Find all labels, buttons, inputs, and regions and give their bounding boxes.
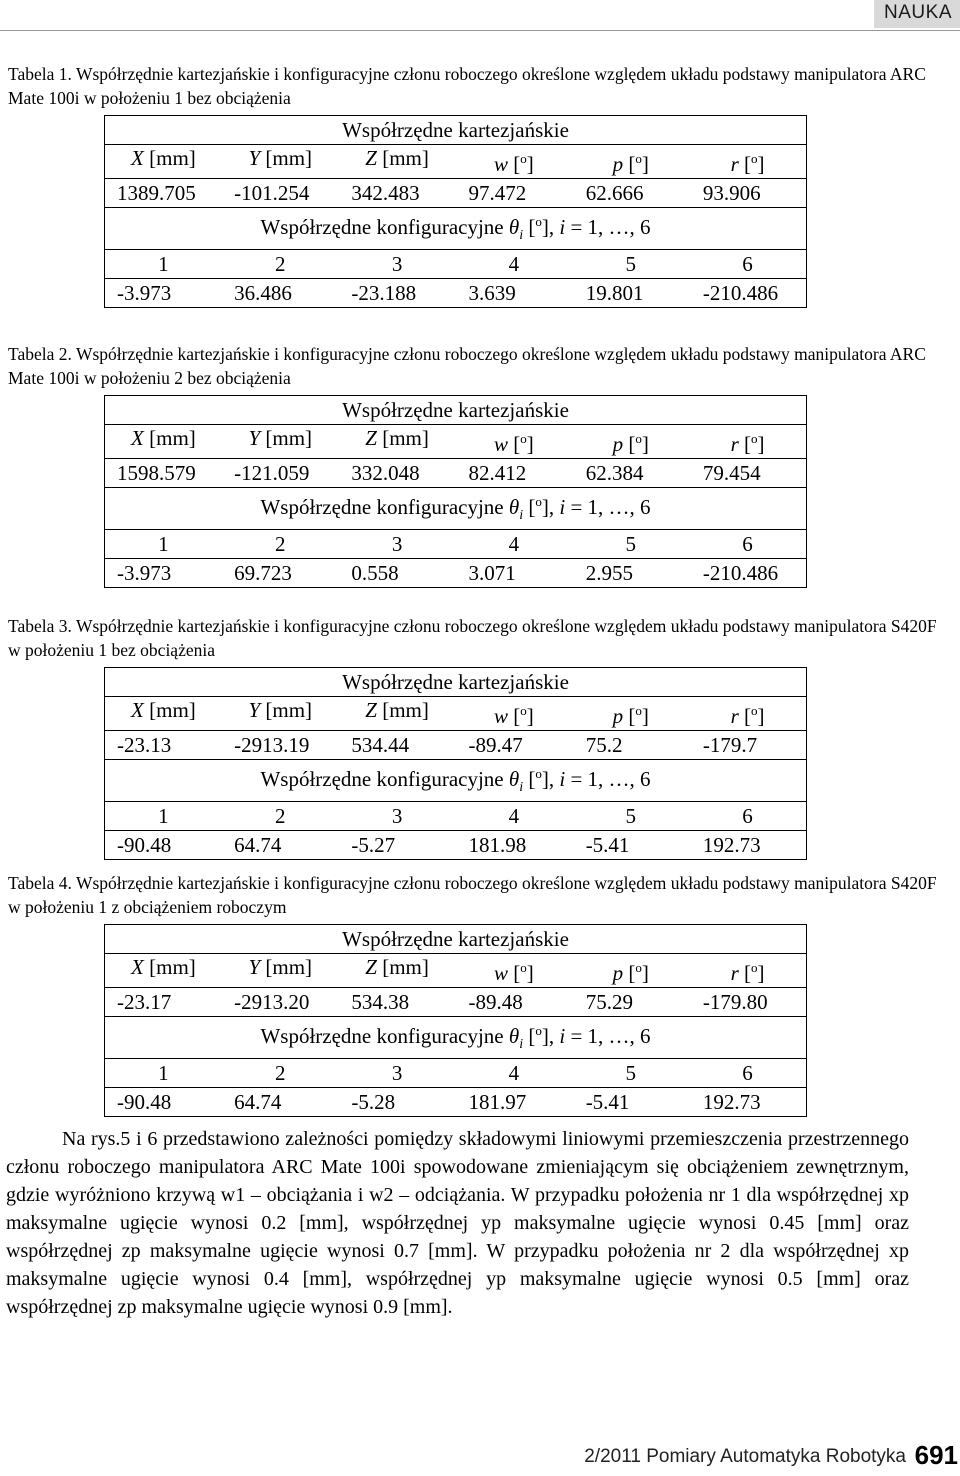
- value: 79.454: [702, 460, 761, 485]
- value: -89.48: [468, 989, 523, 1014]
- section-tag: NAUKA: [874, 0, 960, 28]
- joint-index: 3: [391, 803, 403, 828]
- value: 181.97: [468, 1089, 527, 1114]
- joint-header-row: [105, 251, 806, 278]
- joint-index: 4: [508, 803, 520, 828]
- value: -23.17: [117, 989, 172, 1014]
- cart-header-row: [105, 954, 806, 987]
- col-r: r [$^o$]: [730, 151, 765, 176]
- col-x: X [mm]: [131, 146, 196, 170]
- col-p: p [$^o$]: [612, 703, 649, 728]
- value: -23.188: [351, 280, 417, 305]
- col-w: w [$^o$]: [494, 431, 534, 456]
- joint-header-row: [105, 803, 806, 830]
- cart-values-row: [105, 732, 806, 759]
- cart-heading: Współrzędne kartezjańskie: [105, 925, 807, 954]
- value: 64.74: [234, 832, 282, 857]
- col-x: X [mm]: [131, 955, 196, 979]
- value: 62.666: [585, 180, 644, 205]
- value: -5.28: [351, 1089, 396, 1114]
- value: -3.973: [117, 280, 172, 305]
- col-p: p [$^o$]: [612, 151, 649, 176]
- header-rule: [0, 30, 960, 31]
- joint-index: 6: [742, 251, 753, 276]
- config-heading: Współrzędne konfiguracyjne $\theta_i$ [$^o$], i = 1, …, 6: [105, 488, 807, 530]
- value: -101.254: [234, 180, 310, 205]
- value: 0.558: [351, 560, 399, 585]
- col-y: Y [mm]: [248, 426, 313, 450]
- joint-index: 4: [508, 531, 520, 556]
- joint-index: 3: [391, 531, 403, 556]
- table-4: [104, 924, 807, 1117]
- value: -121.059: [234, 460, 310, 485]
- col-y: Y [mm]: [248, 146, 313, 170]
- cart-header-row: [105, 425, 806, 458]
- value: -89.47: [468, 732, 523, 757]
- value: 3.639: [468, 280, 516, 305]
- value: 69.723: [234, 560, 292, 585]
- joint-index: 1: [158, 803, 169, 828]
- value: 36.486: [234, 280, 292, 305]
- config-heading: Współrzędne konfiguracyjne $\theta_i$ [$^o$], i = 1, …, 6: [105, 1017, 807, 1059]
- config-heading: Współrzędne konfiguracyjne $\theta_i$ [$^o$], i = 1, …, 6: [105, 208, 807, 250]
- joint-index: 5: [625, 531, 636, 556]
- table-4-caption: Tabela 4. Współrzędnie kartezjańskie i konfiguracyjne członu roboczego określone względem układu podstawy manipulatora S420F w położeniu 1 z obciążeniem roboczym: [8, 873, 937, 917]
- col-z: Z [mm]: [365, 426, 429, 450]
- config-values-row: [105, 1089, 806, 1116]
- config-values-row: [105, 280, 806, 307]
- value: -210.486: [702, 560, 779, 585]
- value: -90.48: [117, 1089, 172, 1114]
- table-2: [104, 395, 807, 588]
- cart-header-row: [105, 145, 806, 178]
- value: 75.2: [585, 732, 623, 757]
- cart-heading: Współrzędne kartezjańskie: [105, 116, 807, 145]
- joint-index: 2: [274, 1060, 286, 1085]
- joint-index: 5: [625, 251, 636, 276]
- value: 192.73: [702, 1089, 761, 1114]
- col-z: Z [mm]: [365, 698, 429, 722]
- body-paragraph: [6, 1125, 909, 1321]
- value: -210.486: [702, 280, 779, 305]
- value: -5.41: [585, 1089, 630, 1114]
- col-r: r [$^o$]: [730, 703, 765, 728]
- col-w: w [$^o$]: [494, 703, 534, 728]
- cart-values-row: [105, 460, 806, 487]
- value: -2913.20: [234, 989, 310, 1014]
- joint-index: 2: [274, 251, 286, 276]
- value: -2913.19: [234, 732, 310, 757]
- joint-index: 2: [274, 803, 286, 828]
- value: 93.906: [702, 180, 761, 205]
- joint-index: 6: [742, 1060, 753, 1085]
- config-values-row: [105, 560, 806, 587]
- col-p: p [$^o$]: [612, 960, 649, 985]
- joint-index: 1: [158, 1060, 169, 1085]
- joint-index: 6: [742, 803, 753, 828]
- value: 19.801: [585, 280, 644, 305]
- joint-index: 5: [625, 1060, 636, 1085]
- table-2-caption: Tabela 2. Współrzędnie kartezjańskie i konfiguracyjne członu roboczego określone względem układu podstawy manipulatora ARC Mate 100i w położeniu 2 bez obciążenia: [8, 344, 926, 388]
- joint-index: 5: [625, 803, 636, 828]
- value: 97.472: [468, 180, 527, 205]
- page-number: 691: [914, 1440, 958, 1470]
- joint-index: 2: [274, 531, 286, 556]
- value: 192.73: [702, 832, 761, 857]
- cart-values-row: [105, 989, 806, 1016]
- value: -5.27: [351, 832, 396, 857]
- value: 342.483: [351, 180, 420, 205]
- col-w: w [$^o$]: [494, 960, 534, 985]
- joint-index: 4: [508, 251, 520, 276]
- table-1: [104, 115, 807, 308]
- value: 3.071: [468, 560, 516, 585]
- cart-values-row: [105, 180, 806, 207]
- col-r: r [$^o$]: [730, 431, 765, 456]
- col-y: Y [mm]: [248, 955, 313, 979]
- table-1-caption: Tabela 1. Współrzędnie kartezjańskie i konfiguracyjne członu roboczego określone względem układu podstawy manipulatora ARC Mate 100i w położeniu 1 bez obciążenia: [8, 64, 926, 108]
- col-w: w [$^o$]: [494, 151, 534, 176]
- value: 181.98: [468, 832, 527, 857]
- cart-heading: Współrzędne kartezjańskie: [105, 668, 807, 697]
- col-x: X [mm]: [131, 698, 196, 722]
- cart-heading: Współrzędne kartezjańskie: [105, 396, 807, 425]
- value: -179.80: [702, 989, 768, 1014]
- config-heading: Współrzędne konfiguracyjne $\theta_i$ [$^o$], i = 1, …, 6: [105, 760, 807, 802]
- table-3-caption: Tabela 3. Współrzędnie kartezjańskie i konfiguracyjne członu roboczego określone względem układu podstawy manipulatora S420F w położeniu 1 bez obciążenia: [8, 616, 937, 660]
- body-text: Na rys.5 i 6 przedstawiono zależności pomiędzy składowymi liniowymi przemieszczenia przestrzennego członu roboczego manipulatora ARC Mate 100i spowodowane zmieniającym się obciążeniem zewnętrznym, gdzie wyróżniono krzywą w1 – obciążania i w2 – odciążania. W przypadku położenia nr 1 dla współrzędnej xp maksymalne ugięcie wynosi 0.2 [mm], współrzędnej yp maksymalne ugięcie wynosi 0.45 [mm] oraz współrzędnej zp maksymalne ugięcie wynosi 0.7 [mm]. W przypadku położenia nr 2 dla współrzędnej xp maksymalne ugięcie wynosi 0.4 [mm], współrzędnej yp maksymalne ugięcie wynosi 0.5 [mm] oraz współrzędnej zp maksymalne ugięcie wynosi 0.9 [mm].: [6, 1128, 909, 1318]
- value: 64.74: [234, 1089, 282, 1114]
- joint-index: 3: [391, 1060, 403, 1085]
- joint-index: 6: [742, 531, 753, 556]
- table-3: [104, 667, 807, 860]
- joint-index: 1: [158, 251, 169, 276]
- joint-index: 3: [391, 251, 403, 276]
- cart-header-row: [105, 697, 806, 730]
- value: 82.412: [468, 460, 527, 485]
- config-values-row: [105, 832, 806, 859]
- journal-footer: 2/2011 Pomiary Automatyka Robotyka: [584, 1446, 906, 1467]
- value: 2.955: [585, 560, 633, 585]
- value: -3.973: [117, 560, 172, 585]
- col-z: Z [mm]: [365, 955, 429, 979]
- col-z: Z [mm]: [365, 146, 429, 170]
- col-y: Y [mm]: [248, 698, 313, 722]
- joint-header-row: [105, 531, 806, 558]
- value: 534.44: [351, 732, 410, 757]
- value: 534.38: [351, 989, 410, 1014]
- joint-header-row: [105, 1060, 806, 1087]
- joint-index: 4: [508, 1060, 520, 1085]
- value: -23.13: [117, 732, 172, 757]
- value: 1389.705: [117, 180, 196, 205]
- col-r: r [$^o$]: [730, 960, 765, 985]
- value: 332.048: [351, 460, 420, 485]
- value: 75.29: [585, 989, 633, 1014]
- value: -90.48: [117, 832, 172, 857]
- col-p: p [$^o$]: [612, 431, 649, 456]
- value: -5.41: [585, 832, 630, 857]
- col-x: X [mm]: [131, 426, 196, 450]
- joint-index: 1: [158, 531, 169, 556]
- value: 1598.579: [117, 460, 196, 485]
- value: -179.7: [702, 732, 758, 757]
- value: 62.384: [585, 460, 644, 485]
